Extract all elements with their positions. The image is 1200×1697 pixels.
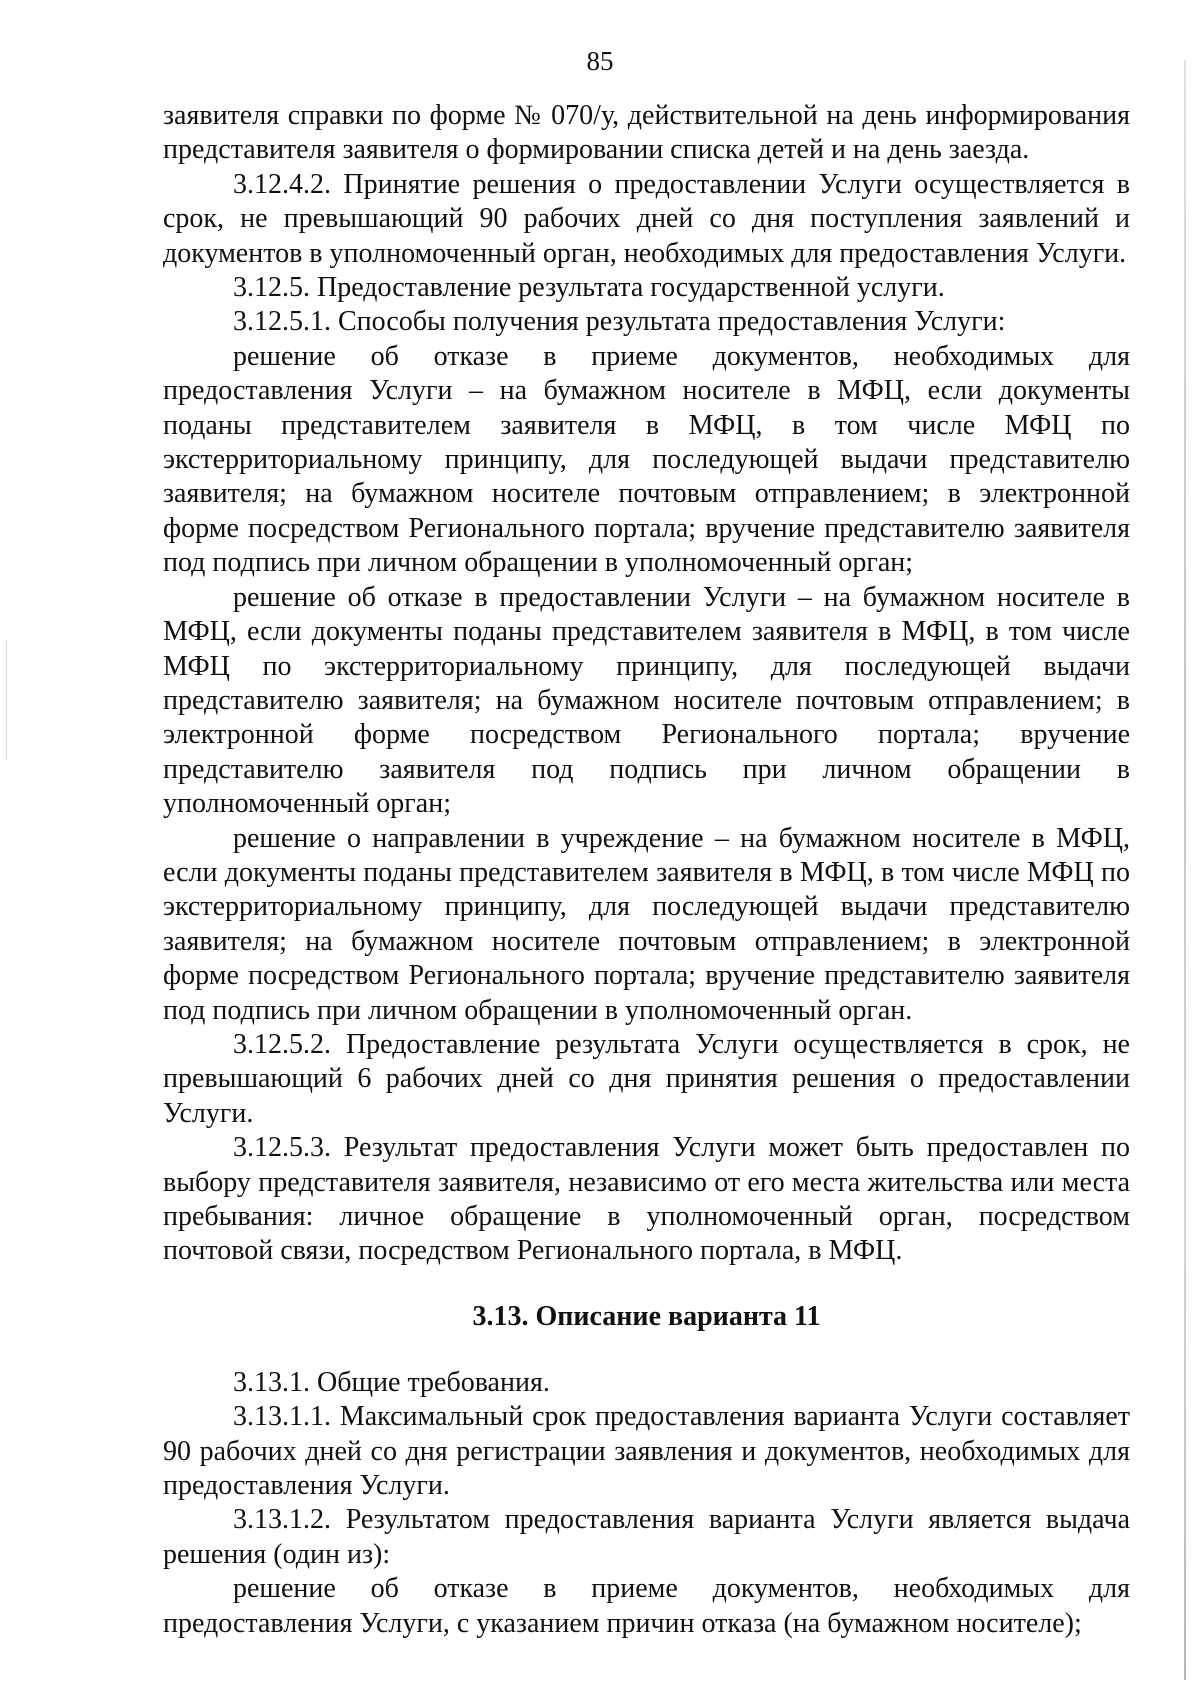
paragraph: заявителя справки по форме № 070/у, действительной на день информирования представителя заявителя о формировании списка детей и на день заезда.	[163, 100, 1130, 166]
paragraph: 3.13.1. Общие требования.	[233, 1366, 550, 1398]
paragraph: решение об отказе в предоставлении Услуги – на бумажном носителе в МФЦ, если документы поданы представителем заявителя в МФЦ, в том числе МФЦ по экстерриториальному принципу, для последующей выдачи представителю заявителя; на бумажном носителе почтовым отправлением; в электронной форме посредством Регионального портала; вручение представителю заявителя под подпись при личном обращении в уполномоченный орган;	[163, 581, 1130, 820]
paragraph: 3.12.5.3. Результат предоставления Услуги может быть предоставлен по выбору представителя заявителя, независимо от его места жительства или места пребывания: личное обращение в уполномоченный орган, посредством почтовой связи, посредством Регионального портала, в МФЦ.	[163, 1132, 1130, 1267]
paragraph: 3.12.5.2. Предоставление результата Услуги осуществляется в срок, не превышающий 6 рабочих дней со дня принятия решения о предоставлении Услуги.	[163, 1028, 1130, 1129]
paragraph: 3.13.1.2. Результатом предоставления варианта Услуги является выдача решения (один из):	[163, 1504, 1130, 1570]
paragraph: решение об отказе в приеме документов, необходимых для предоставления Услуги, с указанием причин отказа (на бумажном носителе);	[163, 1573, 1130, 1639]
paragraph: 3.12.5.1. Способы получения результата предоставления Услуги:	[233, 306, 1006, 338]
paragraph: 3.12.5. Предоставление результата государственной услуги.	[233, 272, 945, 304]
scan-edge-left	[6, 640, 7, 760]
paragraph: решение об отказе в приеме документов, необходимых для предоставления Услуги – на бумажном носителе в МФЦ, если документы поданы представителем заявителя в МФЦ, в том числе МФЦ по экстерриториальному принципу, для последующей выдачи представителю заявителя; на бумажном носителе почтовым отправлением; в электронной форме посредством Регионального портала; вручение представителю заявителя под подпись при личном обращении в уполномоченный орган;	[163, 340, 1130, 579]
document-body	[163, 99, 1130, 1641]
section-heading: 3.13. Описание варианта 11	[472, 1300, 821, 1332]
page-number: 85	[586, 46, 614, 76]
paragraph: решение о направлении в учреждение – на бумажном носителе в МФЦ, если документы поданы представителем заявителя в МФЦ, в том числе МФЦ по экстерриториальному принципу, для последующей выдачи представителю заявителя; на бумажном носителе почтовым отправлением; в электронной форме посредством Регионального портала; вручение представителю заявителя под подпись при личном обращении в уполномоченный орган.	[163, 822, 1130, 1026]
paragraph: 3.12.4.2. Принятие решения о предоставлении Услуги осуществляется в срок, не превышающий 90 рабочих дней со дня поступления заявлений и документов в уполномоченный орган, необходимых для предоставления Услуги.	[163, 168, 1130, 269]
paragraphs-top	[163, 99, 1130, 1269]
paragraphs-bottom	[163, 1366, 1130, 1641]
scan-edge-right	[1184, 60, 1186, 1680]
paragraph: 3.13.1.1. Максимальный срок предоставления варианта Услуги составляет 90 рабочих дней со дня регистрации заявления и документов, необходимых для предоставления Услуги.	[163, 1401, 1130, 1502]
